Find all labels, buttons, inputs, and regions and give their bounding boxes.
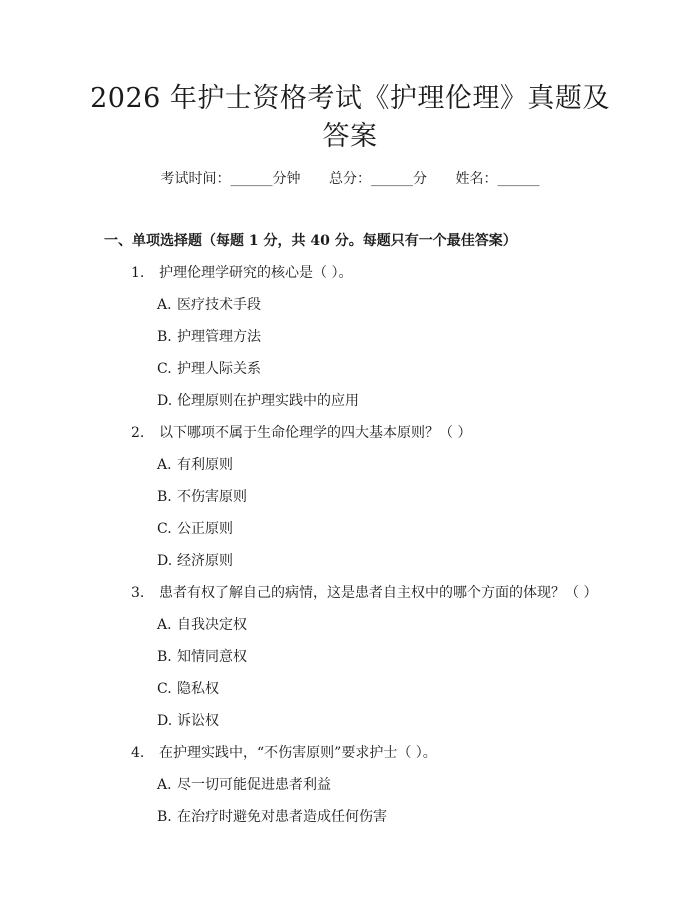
option-text: 隐私权 (177, 681, 219, 697)
question-3 (131, 582, 597, 602)
option-2d (157, 550, 233, 570)
option-label: B. (157, 489, 172, 505)
question-text: 在护理实践中，“不伤害原则”要求护士（ ）。 (159, 745, 437, 761)
option-1b (157, 326, 261, 346)
option-1d (157, 390, 359, 410)
option-label: A. (157, 617, 172, 633)
option-text: 自我决定权 (177, 617, 247, 633)
option-text: 有利原则 (177, 457, 233, 473)
option-text: 诉讼权 (177, 713, 219, 729)
question-number: 2. (131, 425, 145, 441)
option-text: 护理人际关系 (177, 361, 261, 377)
section-heading: 一、单项选择题（每题 1 分，共 40 分。每题只有一个最佳答案） (104, 233, 517, 249)
option-3b (157, 646, 247, 666)
option-text: 公正原则 (177, 521, 233, 537)
option-label: A. (157, 297, 172, 313)
question-text: 护理伦理学研究的核心是（ ）。 (159, 265, 353, 281)
question-4 (131, 742, 437, 762)
option-1c (157, 358, 261, 378)
option-2a (157, 454, 233, 474)
option-3a (157, 614, 247, 634)
question-text: 患者有权了解自己的病情，这是患者自主权中的哪个方面的体现？（ ） (159, 585, 598, 601)
option-label: D. (157, 553, 173, 569)
option-label: A. (157, 457, 172, 473)
option-label: C. (157, 681, 172, 697)
exam-time-field: 考试时间：______分钟 (160, 171, 301, 187)
option-2b (157, 486, 247, 506)
question-text: 以下哪项不属于生命伦理学的四大基本原则？（ ） (159, 425, 472, 441)
option-label: A. (157, 777, 172, 793)
option-label: C. (157, 361, 172, 377)
exam-meta (0, 168, 700, 188)
option-label: B. (157, 329, 172, 345)
option-4b (157, 806, 387, 826)
option-label: D. (157, 713, 173, 729)
option-label: C. (157, 521, 172, 537)
question-number: 3. (131, 585, 145, 601)
name-field: 姓名：______ (455, 171, 540, 187)
option-text: 知情同意权 (177, 649, 247, 665)
option-text: 在治疗时避免对患者造成任何伤害 (177, 809, 387, 825)
option-label: B. (157, 649, 172, 665)
option-3c (157, 678, 219, 698)
option-text: 经济原则 (177, 553, 233, 569)
option-text: 不伤害原则 (177, 489, 247, 505)
total-score-field: 总分：______分 (329, 171, 427, 187)
question-2 (131, 422, 471, 442)
option-label: D. (157, 393, 173, 409)
question-number: 4. (131, 745, 145, 761)
exam-title: 2026 年护士资格考试《护理伦理》真题及答案 (90, 83, 610, 152)
option-text: 护理管理方法 (177, 329, 261, 345)
option-2c (157, 518, 233, 538)
option-3d (157, 710, 219, 730)
option-text: 医疗技术手段 (177, 297, 261, 313)
option-label: B. (157, 809, 172, 825)
option-text: 尽一切可能促进患者利益 (177, 777, 331, 793)
option-1a (157, 294, 261, 314)
question-1 (131, 262, 352, 282)
question-number: 1. (131, 265, 145, 281)
option-text: 伦理原则在护理实践中的应用 (177, 393, 359, 409)
option-4a (157, 774, 331, 794)
